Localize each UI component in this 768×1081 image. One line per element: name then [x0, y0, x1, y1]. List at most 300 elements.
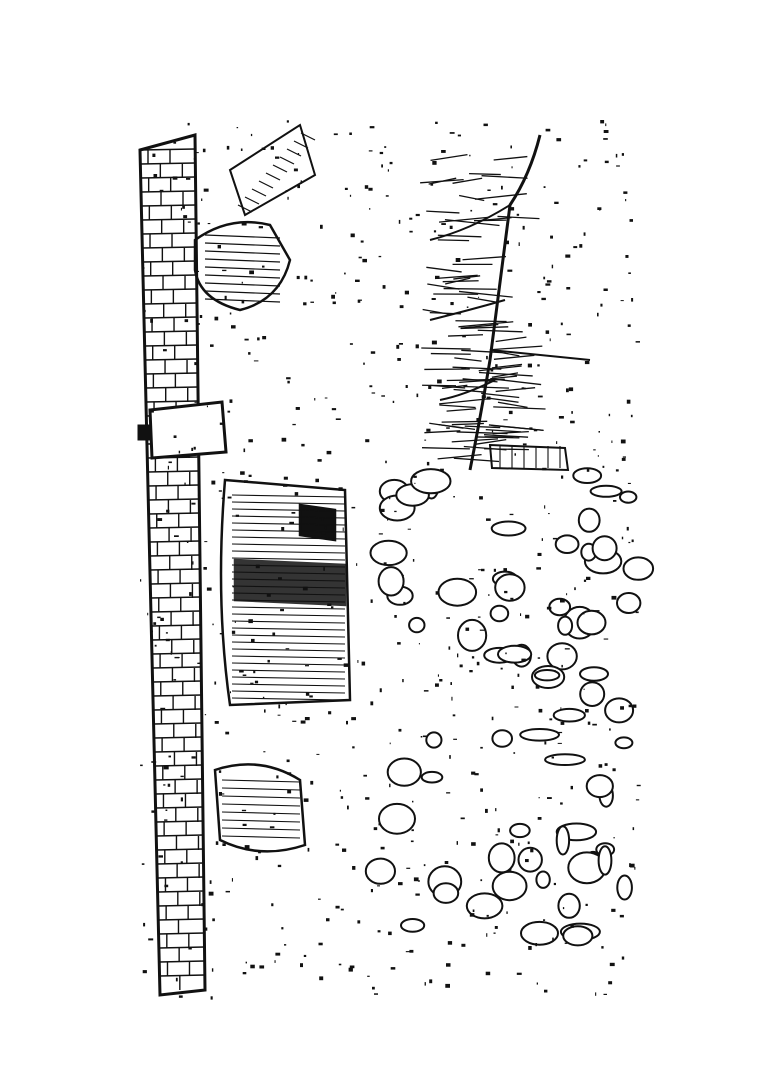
- ink-speck: [268, 660, 270, 663]
- ink-speck: [294, 169, 298, 172]
- ink-speck: [394, 615, 397, 618]
- ink-speck: [600, 304, 602, 307]
- ink-speck: [174, 535, 179, 537]
- ink-speck: [231, 325, 236, 328]
- ink-stroke: [149, 513, 200, 514]
- ink-stroke: [444, 289, 497, 290]
- ink-stroke: [157, 877, 203, 878]
- boulder: [554, 709, 585, 722]
- ink-speck: [249, 475, 252, 477]
- ink-speck: [271, 146, 274, 150]
- ink-speck: [543, 277, 545, 280]
- ink-speck: [393, 401, 395, 403]
- ink-speck: [537, 364, 539, 366]
- ink-speck: [362, 662, 366, 666]
- ink-speck: [565, 943, 568, 944]
- boulder: [549, 599, 570, 615]
- ink-speck: [623, 456, 626, 457]
- ink-speck: [522, 388, 526, 390]
- ink-speck: [297, 185, 300, 188]
- ink-speck: [384, 146, 386, 148]
- ink-speck: [609, 414, 610, 416]
- ink-speck: [195, 257, 197, 259]
- ink-speck: [391, 967, 396, 970]
- boulder: [434, 883, 459, 903]
- ink-stroke: [142, 233, 196, 234]
- ink-speck: [399, 343, 403, 345]
- ink-speck: [470, 913, 475, 917]
- ink-speck: [323, 567, 325, 571]
- boulder: [411, 469, 450, 493]
- ink-speck: [204, 928, 208, 931]
- ink-speck: [584, 689, 585, 690]
- ink-speck: [478, 617, 481, 618]
- ink-speck: [196, 405, 200, 406]
- ink-stroke: [151, 625, 200, 626]
- ink-speck: [143, 970, 147, 973]
- ink-stroke: [156, 807, 203, 808]
- ink-speck: [250, 965, 255, 969]
- ink-speck: [424, 690, 429, 692]
- ink-speck: [152, 154, 155, 157]
- boulder: [492, 522, 526, 536]
- ink-speck: [555, 670, 556, 672]
- ink-speck: [300, 963, 303, 967]
- ink-stroke: [149, 541, 199, 542]
- ink-speck: [237, 127, 239, 128]
- ink-speck: [243, 824, 247, 826]
- ink-speck: [287, 197, 288, 200]
- ink-speck: [275, 953, 280, 956]
- ink-speck: [603, 466, 605, 468]
- ink-speck: [201, 199, 202, 202]
- ink-speck: [370, 701, 373, 705]
- ink-speck: [505, 653, 506, 655]
- ink-speck: [325, 526, 327, 529]
- ink-speck: [331, 606, 333, 608]
- ink-speck: [286, 648, 290, 649]
- ink-speck: [435, 683, 439, 686]
- ink-speck: [319, 976, 323, 980]
- ink-speck: [470, 210, 472, 212]
- ink-speck: [212, 624, 213, 626]
- ink-speck: [528, 842, 530, 845]
- ink-speck: [270, 826, 275, 828]
- ink-speck: [147, 613, 148, 616]
- ink-speck: [510, 598, 513, 600]
- ink-speck: [319, 943, 323, 946]
- ink-speck: [339, 964, 342, 966]
- ink-speck: [199, 663, 201, 664]
- ink-speck: [346, 721, 348, 725]
- ink-speck: [254, 360, 259, 361]
- ink-speck: [457, 654, 458, 658]
- ink-speck: [304, 955, 306, 957]
- ink-speck: [264, 709, 266, 712]
- ink-speck: [163, 784, 165, 785]
- ink-speck: [480, 879, 482, 881]
- ink-speck: [622, 153, 624, 156]
- ink-speck: [339, 487, 343, 491]
- ink-speck: [620, 706, 624, 710]
- ink-speck: [357, 660, 358, 663]
- ink-speck: [262, 336, 266, 339]
- ink-speck: [428, 386, 431, 389]
- ink-speck: [356, 563, 357, 566]
- ink-speck: [166, 810, 168, 812]
- ink-speck: [621, 300, 624, 301]
- ink-stroke: [141, 177, 196, 178]
- ink-speck: [331, 295, 335, 299]
- ink-speck: [179, 995, 183, 997]
- ink-stroke: [145, 345, 198, 346]
- ink-speck: [631, 415, 633, 417]
- ink-speck: [548, 513, 550, 514]
- ink-speck: [461, 818, 465, 820]
- ink-speck: [566, 388, 569, 392]
- ink-speck: [309, 695, 313, 697]
- ink-speck: [453, 714, 456, 716]
- ink-stroke: [447, 380, 494, 381]
- ink-speck: [559, 416, 564, 419]
- ink-speck: [219, 490, 222, 491]
- ink-speck: [143, 923, 145, 927]
- ink-speck: [214, 682, 216, 685]
- ink-speck: [212, 918, 215, 921]
- ink-speck: [335, 292, 336, 294]
- ink-speck: [383, 285, 386, 289]
- ink-stroke: [438, 240, 469, 241]
- ink-speck: [595, 610, 599, 611]
- ink-speck: [381, 395, 385, 396]
- ink-speck: [155, 645, 157, 647]
- ink-speck: [230, 691, 231, 693]
- ink-speck: [385, 461, 387, 464]
- ink-speck: [630, 219, 634, 222]
- ink-speck: [248, 352, 250, 355]
- ink-speck: [363, 363, 365, 365]
- ink-speck: [546, 129, 551, 132]
- ink-speck: [554, 202, 558, 204]
- ink-speck: [561, 323, 563, 326]
- ink-speck: [462, 336, 466, 338]
- ink-speck: [517, 973, 522, 975]
- ink-speck: [537, 983, 538, 985]
- ink-speck: [609, 728, 611, 730]
- ink-speck: [636, 341, 640, 343]
- ink-speck: [281, 927, 283, 929]
- ink-speck: [432, 298, 436, 300]
- ink-stroke: [142, 247, 196, 248]
- boulder: [557, 826, 569, 854]
- ink-speck: [287, 760, 290, 763]
- ink-speck: [530, 849, 533, 853]
- ink-speck: [347, 806, 349, 810]
- boulder: [617, 876, 632, 900]
- ink-speck: [436, 591, 440, 595]
- ink-speck: [625, 502, 628, 504]
- ink-speck: [578, 165, 580, 168]
- ink-speck: [528, 946, 532, 950]
- ink-speck: [512, 166, 513, 168]
- boulder: [587, 775, 613, 797]
- ink-speck: [537, 291, 540, 293]
- ink-speck: [552, 265, 553, 269]
- boulder: [510, 824, 530, 837]
- ink-speck: [262, 148, 266, 150]
- ink-speck: [371, 599, 373, 603]
- ink-speck: [604, 130, 609, 133]
- ink-speck: [173, 142, 176, 144]
- ink-speck: [525, 615, 529, 619]
- ink-speck: [402, 575, 404, 576]
- ink-speck: [368, 188, 372, 191]
- ink-speck: [178, 657, 180, 658]
- ink-speck: [248, 619, 253, 623]
- ink-speck: [153, 622, 156, 625]
- ink-speck: [605, 161, 609, 163]
- ink-speck: [491, 370, 494, 372]
- ink-speck: [248, 439, 253, 442]
- ink-speck: [218, 245, 221, 248]
- ink-speck: [350, 966, 355, 969]
- ink-speck: [204, 189, 209, 192]
- ink-speck: [482, 395, 486, 398]
- ink-speck: [341, 909, 344, 911]
- ink-speck: [378, 930, 381, 932]
- ink-speck: [256, 565, 260, 569]
- ink-stroke: [152, 639, 201, 640]
- ink-speck: [565, 255, 570, 258]
- ink-speck: [494, 933, 496, 934]
- ink-speck: [166, 632, 168, 633]
- ink-stroke: [158, 905, 204, 906]
- ink-speck: [478, 569, 481, 570]
- boulder: [379, 567, 404, 595]
- ink-speck: [377, 885, 380, 886]
- ink-speck: [305, 665, 309, 666]
- ink-speck: [628, 324, 631, 327]
- ink-speck: [308, 848, 310, 852]
- ink-speck: [164, 765, 169, 769]
- ink-speck: [523, 443, 527, 445]
- ink-speck: [481, 569, 485, 571]
- ink-speck: [350, 195, 351, 197]
- ink-speck: [225, 732, 229, 735]
- ink-stroke: [144, 317, 197, 318]
- ink-speck: [296, 407, 300, 410]
- ink-speck: [610, 963, 615, 966]
- ink-speck: [567, 334, 571, 336]
- ink-speck: [215, 721, 219, 724]
- ink-stroke: [156, 835, 203, 836]
- ink-speck: [506, 911, 507, 914]
- ink-speck: [192, 756, 196, 758]
- ink-speck: [289, 522, 294, 524]
- ink-speck: [204, 541, 207, 542]
- ink-speck: [160, 708, 165, 710]
- ink-speck: [336, 906, 340, 909]
- ink-speck: [140, 765, 143, 767]
- ink-speck: [466, 628, 470, 631]
- ink-speck: [387, 518, 388, 520]
- ink-speck: [230, 313, 232, 315]
- ink-stroke: [143, 275, 196, 276]
- ink-speck: [220, 423, 224, 425]
- ink-speck: [440, 469, 444, 471]
- ink-speck: [585, 709, 589, 713]
- ink-speck: [599, 431, 601, 433]
- ink-speck: [191, 448, 193, 451]
- ink-speck: [173, 176, 178, 179]
- ink-speck: [417, 394, 419, 398]
- ink-speck: [286, 377, 291, 379]
- ink-speck: [242, 222, 247, 226]
- ink-speck: [160, 190, 164, 192]
- ink-speck: [552, 938, 554, 941]
- ink-speck: [472, 656, 474, 658]
- ink-speck: [168, 466, 169, 470]
- ink-speck: [406, 385, 408, 388]
- ink-speck: [448, 941, 452, 945]
- ink-speck: [273, 813, 275, 815]
- ink-speck: [365, 185, 368, 189]
- ink-speck: [441, 223, 446, 225]
- ink-speck: [203, 567, 207, 570]
- ink-stroke: [146, 401, 198, 402]
- ink-speck: [604, 639, 609, 640]
- ink-speck: [571, 786, 573, 789]
- ink-speck: [451, 697, 452, 701]
- ink-speck: [287, 381, 289, 384]
- ink-speck: [209, 892, 214, 896]
- boulder: [491, 606, 509, 621]
- ink-stroke: [151, 597, 201, 598]
- ink-speck: [232, 631, 235, 634]
- ink-speck: [292, 721, 296, 722]
- boulder: [493, 872, 527, 900]
- ink-speck: [208, 223, 211, 224]
- ink-speck: [233, 586, 234, 587]
- ink-speck: [603, 138, 608, 140]
- ink-speck: [380, 688, 382, 692]
- ink-speck: [164, 885, 168, 888]
- ink-speck: [413, 476, 416, 478]
- boulder: [545, 754, 585, 765]
- ink-speck: [240, 471, 245, 475]
- ink-speck: [450, 302, 453, 305]
- ink-speck: [389, 784, 390, 788]
- ink-speck: [478, 297, 479, 298]
- ink-speck: [292, 424, 295, 425]
- ink-speck: [245, 339, 249, 341]
- ink-speck: [485, 809, 488, 813]
- ink-speck: [441, 150, 446, 153]
- ink-speck: [150, 631, 153, 633]
- ink-speck: [158, 518, 163, 521]
- ink-speck: [510, 146, 512, 149]
- ink-speck: [449, 646, 451, 649]
- ink-speck: [413, 559, 414, 562]
- ink-speck: [496, 834, 499, 835]
- ink-speck: [408, 529, 411, 530]
- ink-speck: [166, 510, 169, 513]
- ink-speck: [402, 679, 404, 682]
- ink-speck: [520, 613, 521, 616]
- ink-speck: [222, 472, 224, 473]
- ink-speck: [544, 990, 547, 993]
- boulder: [388, 759, 421, 786]
- ink-speck: [168, 784, 171, 787]
- ink-speck: [558, 732, 562, 733]
- ink-speck: [316, 754, 319, 755]
- ink-speck: [318, 899, 321, 900]
- boulder: [556, 535, 579, 553]
- ink-speck: [351, 234, 355, 238]
- ink-speck: [396, 345, 399, 349]
- boulder: [379, 804, 415, 834]
- ink-speck: [595, 992, 596, 995]
- ink-speck: [510, 514, 514, 515]
- ink-stroke: [148, 485, 199, 486]
- ink-speck: [344, 663, 349, 667]
- ink-speck: [458, 135, 461, 137]
- ink-speck: [542, 468, 546, 471]
- ink-speck: [480, 747, 483, 749]
- ink-speck: [365, 797, 369, 800]
- ink-speck: [503, 568, 507, 571]
- ink-speck: [157, 617, 160, 619]
- ink-speck: [160, 618, 164, 621]
- ink-speck: [486, 659, 487, 661]
- ink-speck: [304, 276, 307, 280]
- ink-speck: [416, 344, 419, 348]
- ink-speck: [379, 533, 383, 534]
- ink-speck: [336, 418, 341, 420]
- ink-speck: [142, 863, 145, 865]
- ink-speck: [389, 497, 390, 500]
- ink-speck: [621, 440, 626, 444]
- ink-speck: [194, 152, 199, 153]
- ink-speck: [197, 323, 200, 325]
- ink-stroke: [158, 891, 204, 892]
- ink-speck: [492, 430, 493, 433]
- ink-speck: [460, 665, 463, 668]
- ink-speck: [560, 707, 561, 708]
- ink-speck: [242, 300, 245, 304]
- ink-speck: [195, 402, 197, 403]
- ink-speck: [194, 447, 196, 450]
- ink-speck: [593, 449, 596, 450]
- ink-speck: [614, 837, 615, 838]
- ink-speck: [334, 133, 338, 135]
- ink-speck: [337, 658, 341, 660]
- ink-speck: [381, 847, 385, 850]
- ink-speck: [628, 272, 631, 274]
- ink-stroke: [140, 149, 195, 150]
- ink-speck: [536, 685, 540, 688]
- ink-speck: [282, 438, 287, 442]
- ink-speck: [259, 226, 263, 228]
- ink-speck: [616, 469, 619, 471]
- ink-stroke: [153, 681, 202, 682]
- ink-speck: [379, 823, 381, 825]
- ink-stroke: [143, 261, 197, 262]
- ink-speck: [315, 479, 319, 483]
- ink-speck: [435, 122, 438, 124]
- ink-speck: [419, 643, 420, 644]
- ink-stroke: [144, 303, 197, 304]
